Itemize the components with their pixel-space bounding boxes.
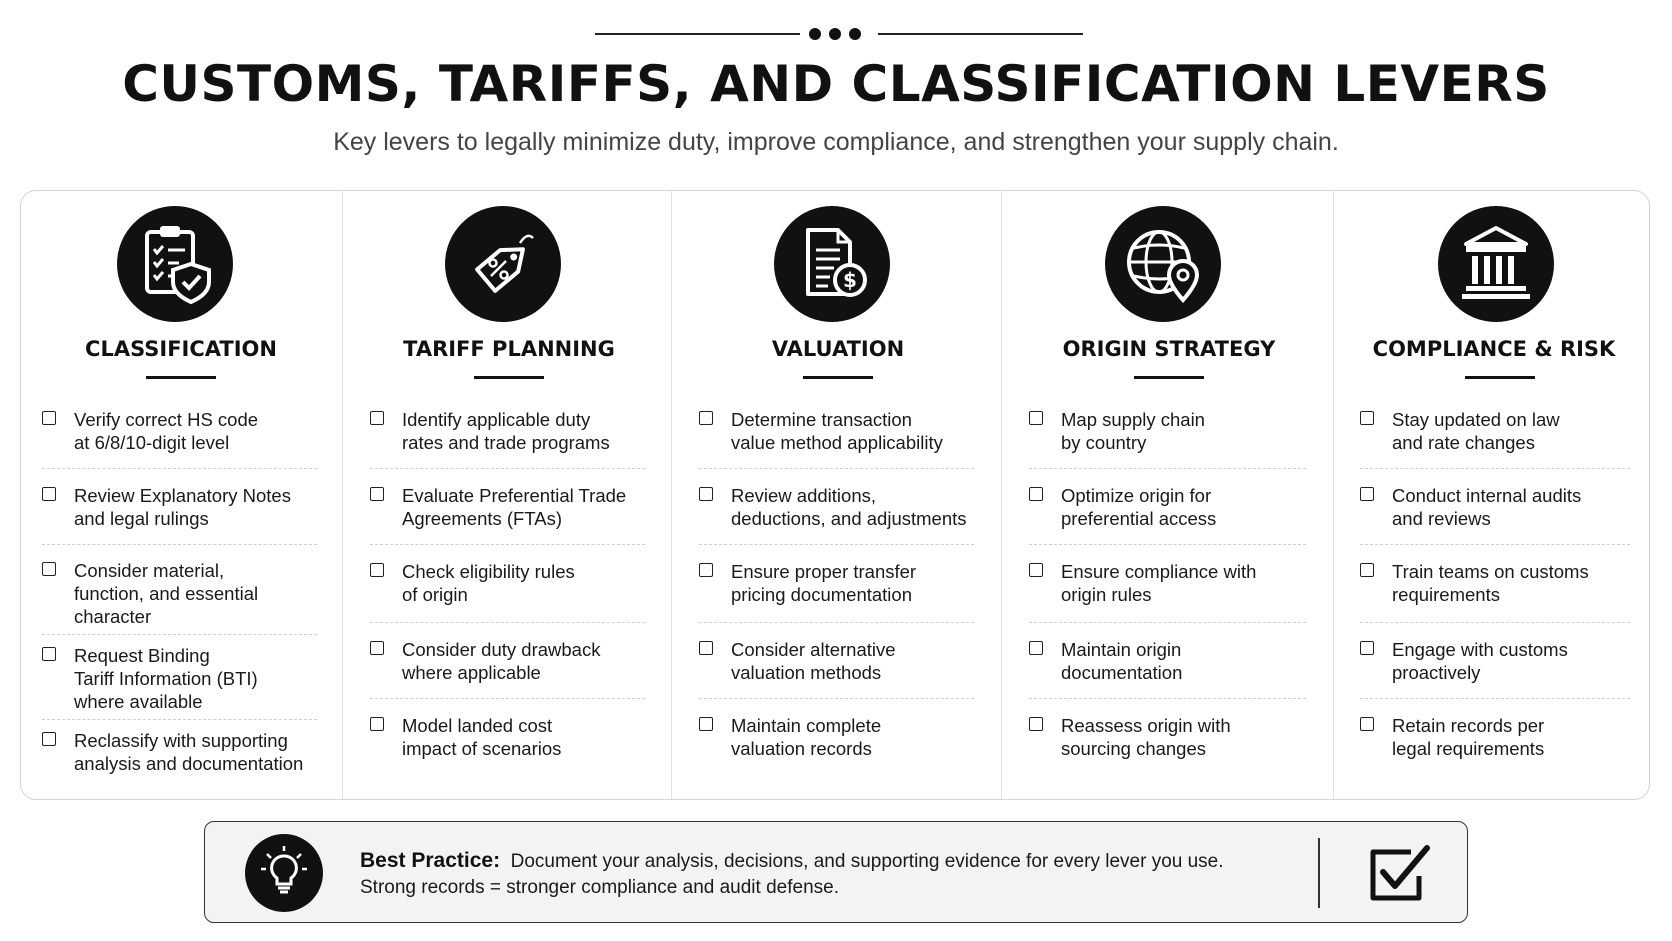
checkbox[interactable] [1029, 717, 1043, 731]
dashed-separator [699, 544, 974, 545]
title-underline [1465, 376, 1535, 379]
dashed-separator [42, 719, 317, 720]
checkbox[interactable] [370, 487, 384, 501]
title-ornament [0, 26, 1672, 42]
dashed-separator [370, 698, 645, 699]
column-divider [1001, 191, 1002, 799]
checkbox[interactable] [42, 732, 56, 746]
checkbox[interactable] [42, 487, 56, 501]
checkbox[interactable] [1360, 411, 1374, 425]
dashed-separator [370, 622, 645, 623]
percent-tag-icon [445, 206, 561, 322]
dashed-separator [699, 698, 974, 699]
column-divider [1333, 191, 1334, 799]
best-practice-divider [1318, 838, 1320, 908]
column-divider [342, 191, 343, 799]
dashed-separator [1360, 544, 1630, 545]
dashed-separator [1029, 698, 1306, 699]
column-compliance-risk: COMPLIANCE & RISK Stay updated on law and rate changes Conduct internal audits and reviews Train teams on customs requirements Engage with customs proactively Retain records per legal requirements [1338, 190, 1650, 800]
best-practice-text [360, 848, 1224, 901]
checkbox[interactable] [1360, 717, 1374, 731]
checkbox[interactable] [42, 411, 56, 425]
page-title: CUSTOMS, TARIFFS, AND CLASSIFICATION LEVERS [122, 55, 1550, 113]
checkbox[interactable] [370, 563, 384, 577]
best-practice-line2: Strong records = stronger compliance and audit defense. [360, 877, 839, 898]
checkbox[interactable] [1029, 563, 1043, 577]
best-practice-label: Best Practice: [360, 849, 501, 872]
checkbox[interactable] [370, 641, 384, 655]
column-origin-strategy: ORIGIN STRATEGY Map supply chain by country Optimize origin for preferential access Ensure compliance with origin rules Maintain origin documentation Reassess origin with sourcing changes [1007, 190, 1331, 800]
column-title: ORIGIN STRATEGY [1062, 337, 1276, 361]
dashed-separator [1029, 468, 1306, 469]
column-title: COMPLIANCE & RISK [1372, 337, 1616, 361]
checkbox[interactable] [699, 717, 713, 731]
page-subtitle: Key levers to legally minimize duty, improve compliance, and strengthen your supply chain. [333, 128, 1339, 156]
checkbox[interactable] [370, 411, 384, 425]
checkbox[interactable] [1360, 563, 1374, 577]
dashed-separator [1360, 698, 1630, 699]
svg-text:$: $ [843, 268, 857, 292]
title-underline [474, 376, 544, 379]
checkbox[interactable] [1029, 411, 1043, 425]
checkbox[interactable] [1360, 641, 1374, 655]
checkbox[interactable] [1029, 487, 1043, 501]
column-valuation: $ VALUATION Determine transaction value method applicability Review additions, deductions, and adjustments Ensure proper transfer pricing documentation Consider alternative valuation methods Maintain complete valuation records [677, 190, 999, 800]
dashed-separator [1029, 544, 1306, 545]
lightbulb-icon [245, 834, 323, 912]
checkbox[interactable] [699, 563, 713, 577]
best-practice-box [204, 821, 1468, 923]
dashed-separator [1360, 622, 1630, 623]
checkbox[interactable] [699, 487, 713, 501]
dashed-separator [370, 544, 645, 545]
dashed-separator [370, 468, 645, 469]
column-divider [671, 191, 672, 799]
checkbox[interactable] [42, 647, 56, 661]
title-underline [146, 376, 216, 379]
checkbox[interactable] [699, 411, 713, 425]
checkbox[interactable] [1029, 641, 1043, 655]
title-underline [803, 376, 873, 379]
dashed-separator [42, 468, 317, 469]
column-title: TARIFF PLANNING [403, 337, 615, 361]
dashed-separator [699, 468, 974, 469]
column-tariff-planning: TARIFF PLANNING Identify applicable duty rates and trade programs Evaluate Preferential Trade Agreements (FTAs) Check eligibility rules of origin Consider duty drawback where applicable Model landed cost impact of scenarios [348, 190, 670, 800]
checkbox-checked-icon [1365, 840, 1435, 906]
government-building-icon [1438, 206, 1554, 322]
globe-pin-icon [1105, 206, 1221, 322]
dashed-separator [1029, 622, 1306, 623]
checkbox[interactable] [1360, 487, 1374, 501]
dashed-separator [42, 544, 317, 545]
document-dollar-icon [774, 206, 890, 322]
column-title: VALUATION [771, 337, 905, 361]
column-classification: CLASSIFICATION Verify correct HS code at 6/8/10-digit level Review Explanatory Notes and legal rulings Consider material, function, and essential character Request Binding Tariff Information (BTI) where available Reclassify with supporting analysis and documentation [20, 190, 342, 800]
column-title: CLASSIFICATION [85, 337, 277, 361]
dashed-separator [699, 622, 974, 623]
checkbox[interactable] [699, 641, 713, 655]
clipboard-shield-icon [117, 206, 233, 322]
title-underline [1134, 376, 1204, 379]
checkbox[interactable] [370, 717, 384, 731]
dashed-separator [42, 634, 317, 635]
checkbox[interactable] [42, 562, 56, 576]
dashed-separator [1360, 468, 1630, 469]
best-practice-line1: Document your analysis, decisions, and supporting evidence for every lever you use. [510, 851, 1224, 872]
